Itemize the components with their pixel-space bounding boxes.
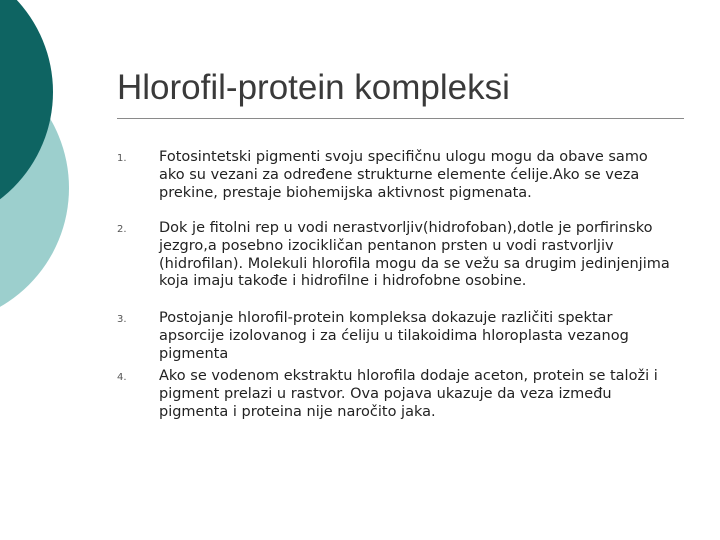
list-text: Fotosintetski pigmenti svoju specifičnu ulogu mogu da obave samo ako su vezani za određene strukturne elemente ćelije.Ako se veza prekine, prestaje biohemijska aktivnost pigmenata. — [159, 149, 648, 201]
list-number: 1. — [117, 153, 127, 164]
list-number: 2. — [117, 224, 127, 235]
list-text: Ako se vodenom ekstraktu hlorofila dodaje aceton, protein se taloži i pigment prelazi u rastvor. Ova pojava ukazuje da veza između pigmenta i proteina nije naročito jaka. — [159, 368, 658, 420]
list-text: Postojanje hlorofil-protein kompleksa dokazuje različiti spektar apsorcije izolovanog i za ćeliju u tilakoidima hloroplasta vezanog pigmenta — [159, 310, 629, 362]
list-text: Dok je fitolni rep u vodi nerastvorljiv(hidrofoban),dotle je porfirinsko jezgro,a posebno izocikličan pentanon prsten u vodi rastvorljiv (hidrofilan). Molekuli hlorofila mogu da se vežu sa drugim jedinjenjima koja imaju takođe i hidrofilne i hidrofobne osobine. — [159, 220, 670, 290]
list-number: 3. — [117, 314, 127, 325]
slide-title: Hlorofil-protein kompleksi — [117, 68, 510, 107]
list-number: 4. — [117, 372, 127, 383]
